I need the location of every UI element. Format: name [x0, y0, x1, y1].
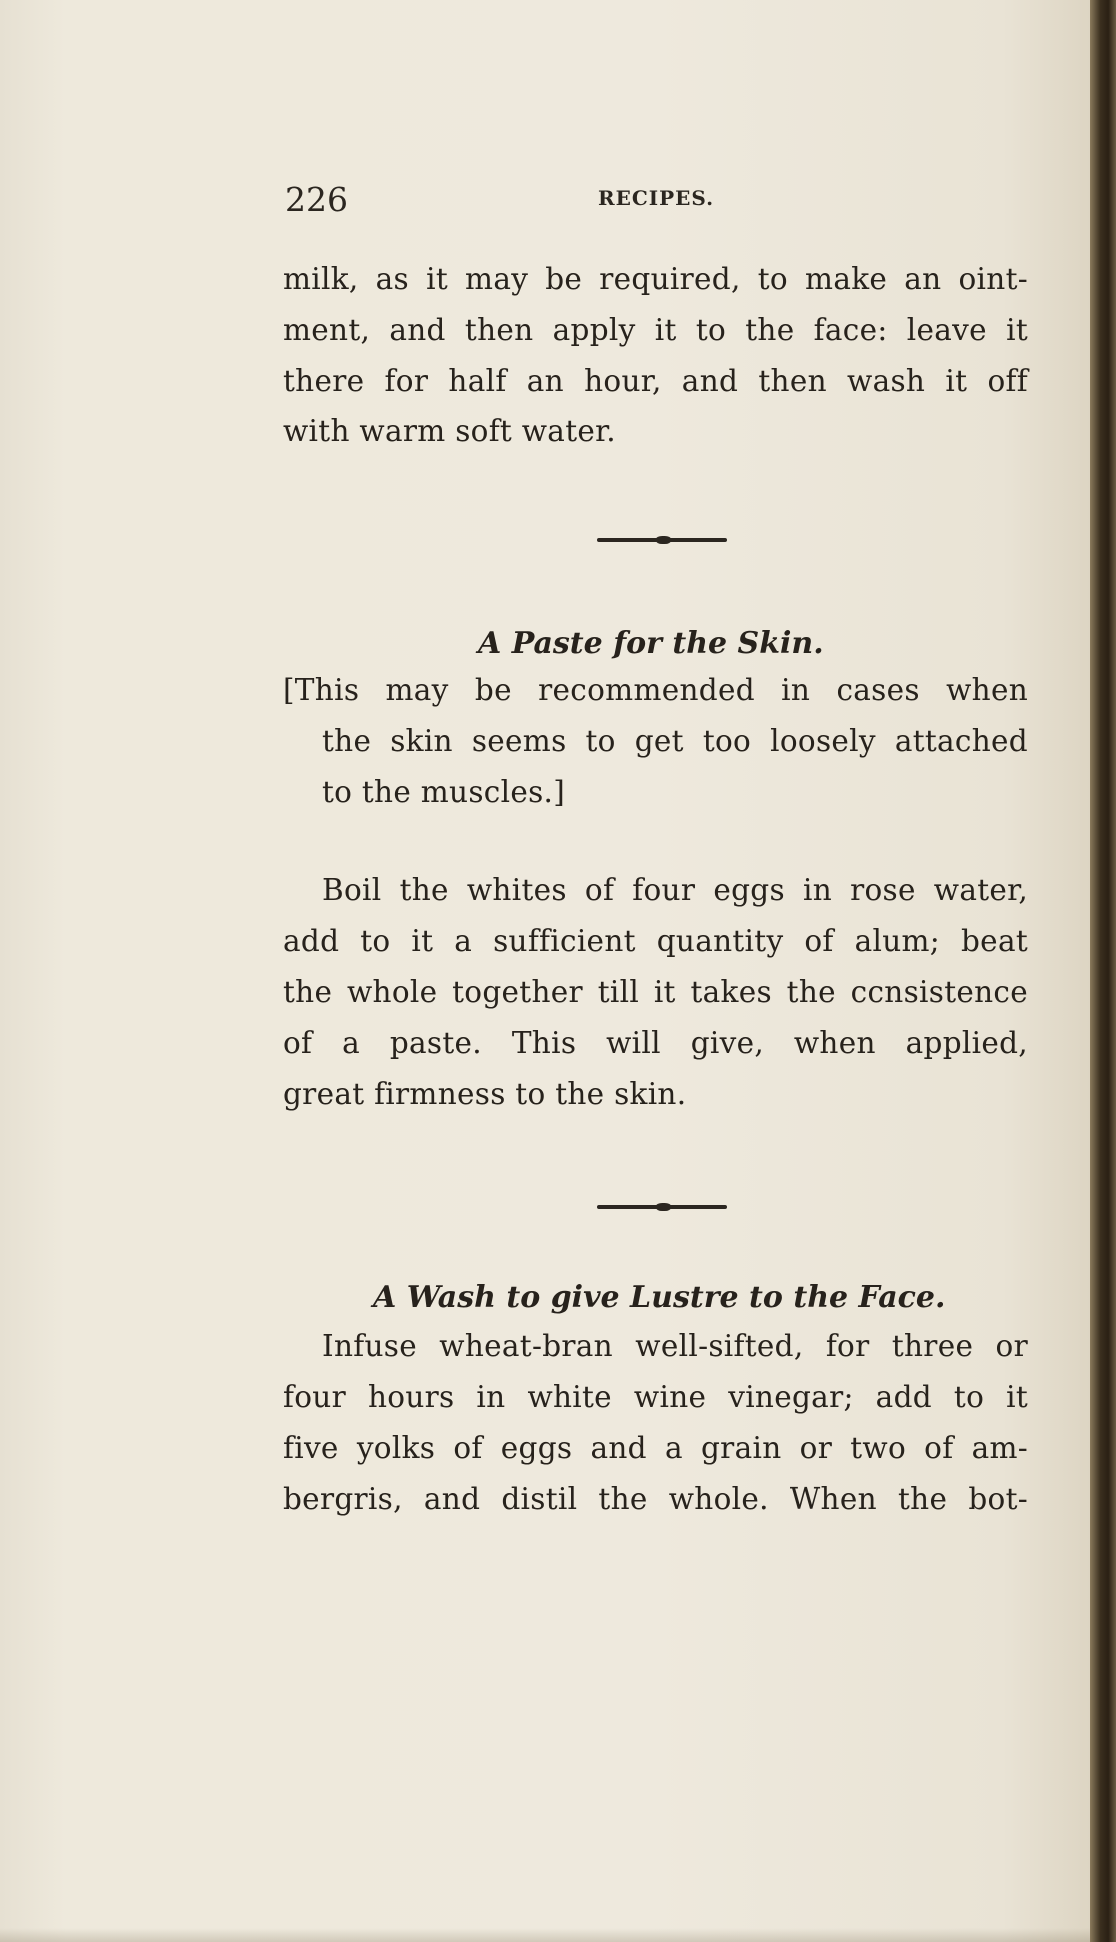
- section-divider: [597, 538, 727, 542]
- intro-line-4: with warm soft water.: [283, 414, 616, 448]
- body-line-1: Infuse wheat-bran well-sifted, for three or: [322, 1329, 1028, 1363]
- body-line-2: four hours in white wine vinegar; add to it: [283, 1380, 1028, 1414]
- body-line-3: the whole together till it takes the ccnsistence: [283, 975, 1028, 1009]
- body-line-1: Boil the whites of four eggs in rose water,: [322, 873, 1028, 907]
- body-line-2: add to it a sufficient quantity of alum; beat: [283, 924, 1028, 958]
- intro-line-2: ment, and then apply it to the face: leave it: [283, 313, 1028, 347]
- running-head: RECIPES.: [598, 186, 715, 210]
- section-title: A Wash to give Lustre to the Face.: [373, 1280, 946, 1315]
- section-divider: [597, 1205, 727, 1209]
- book-binding-edge: [1090, 0, 1116, 1942]
- page-bottom-shadow: [0, 1928, 1090, 1942]
- section-title: A Paste for the Skin.: [478, 626, 824, 661]
- body-line-5: great firmness to the skin.: [283, 1077, 687, 1111]
- note-line-2: the skin seems to get too loosely attached: [322, 724, 1028, 758]
- page-number: 226: [285, 180, 348, 219]
- body-line-4: bergris, and distil the whole. When the bot-: [283, 1482, 1028, 1516]
- body-line-4: of a paste. This will give, when applied,: [283, 1026, 1028, 1060]
- intro-line-1: milk, as it may be required, to make an oint-: [283, 262, 1028, 296]
- note-line-3: to the muscles.]: [322, 775, 566, 809]
- body-line-3: five yolks of eggs and a grain or two of am-: [283, 1431, 1028, 1465]
- page-header: [280, 180, 1030, 220]
- note-line-1: [This may be recommended in cases when: [283, 673, 1028, 707]
- intro-line-3: there for half an hour, and then wash it off: [283, 364, 1028, 398]
